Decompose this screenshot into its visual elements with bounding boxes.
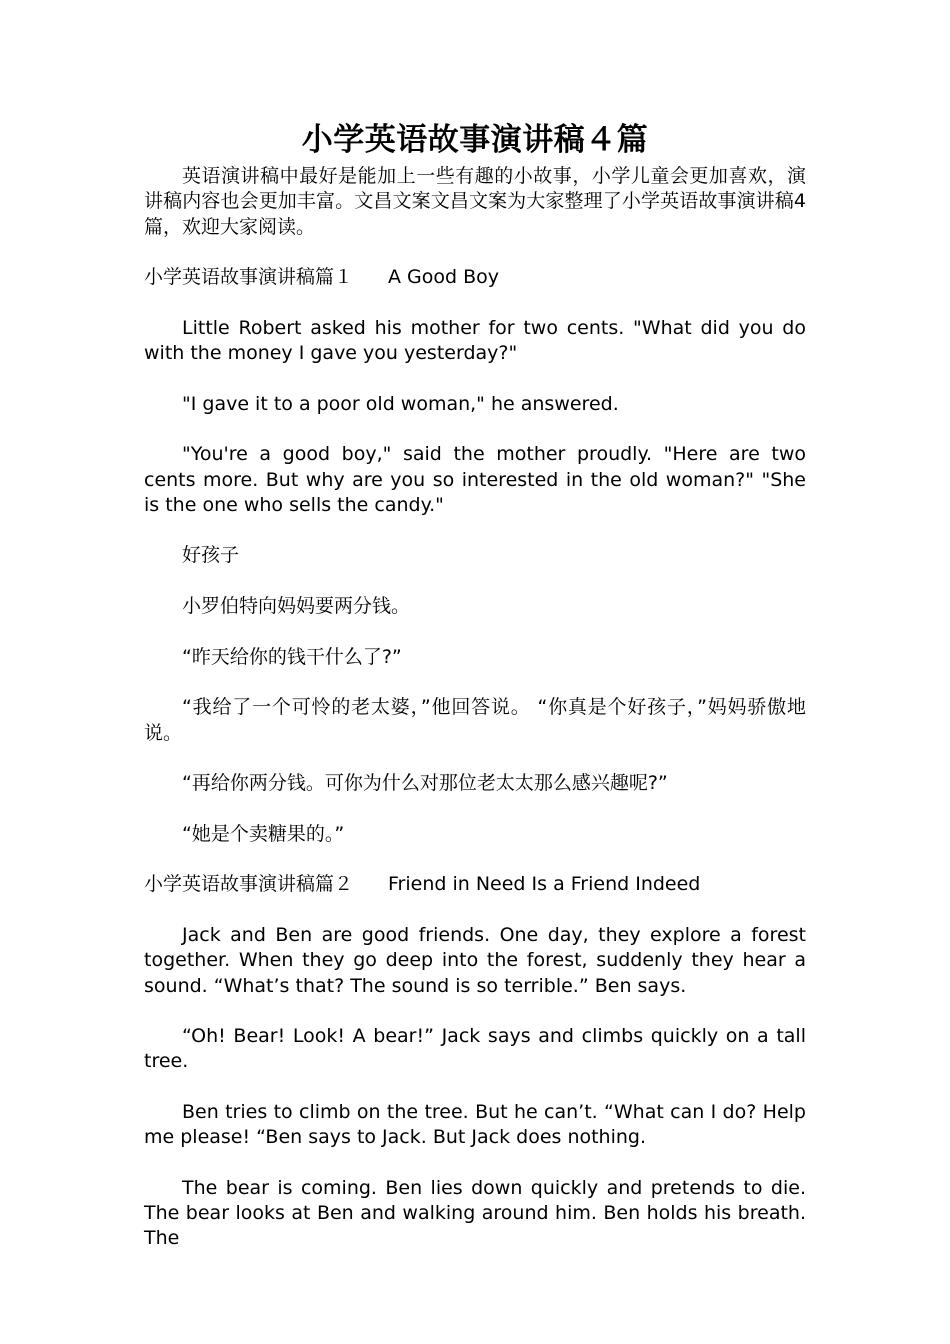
section-1-paragraph: “昨天给你的钱干什么了?” — [182, 645, 402, 668]
section-2-title: Friend in Need Is a Friend Indeed — [388, 873, 701, 896]
section-1-paragraph: Little Robert asked his mother for two cents. "What did you do with the money I gave you yesterday?" — [144, 316, 806, 365]
section-1-label: 小学英语故事演讲稿篇１ — [144, 266, 354, 289]
section-2-paragraph: “Oh! Bear! Look! A bear!” Jack says and climbs quickly on a tall tree. — [144, 1025, 806, 1073]
section-2-heading — [144, 872, 806, 897]
section-2-paragraph: The bear is coming. Ben lies down quickly and pretends to die. The bear looks at Ben and walking around him. Ben holds his breath. The — [144, 1176, 806, 1250]
section-1-paragraph: "You're a good boy," said the mother proudly. "Here are two cents more. But why are you so interested in the old woman?" "She is the one who sells the candy." — [144, 443, 806, 516]
section-1-paragraph: “她是个卖糖果的。” — [182, 822, 345, 845]
section-1-paragraph: 小罗伯特向妈妈要两分钱。 — [182, 595, 411, 618]
section-1-title: A Good Boy — [388, 266, 500, 289]
section-1-heading — [144, 265, 806, 290]
section-2-paragraph: Jack and Ben are good friends. One day, they explore a forest together. When they go deep into the forest, suddenly they hear a sound. “What’s that? The sound is so terrible.” Ben says. — [144, 923, 806, 997]
section-1-paragraph: “我给了一个可怜的老太婆，”他回答说。 “你真是个好孩子，”妈妈骄傲地说。 — [144, 696, 806, 744]
section-1-paragraph: “再给你两分钱。可你为什么对那位老太太那么感兴趣呢?” — [182, 772, 668, 795]
section-1-paragraph: 好孩子 — [182, 544, 240, 567]
intro-paragraph: 英语演讲稿中最好是能加上一些有趣的小故事，小学儿童会更加喜欢，演讲稿内容也会更加丰富。文昌文案文昌文案为大家整理了小学英语故事演讲稿4篇，欢迎大家阅读。 — [144, 165, 806, 238]
section-2-label: 小学英语故事演讲稿篇２ — [144, 873, 354, 896]
document-title: 小学英语故事演讲稿４篇 — [301, 122, 649, 158]
section-1-paragraph: "I gave it to a poor old woman," he answered. — [182, 392, 619, 415]
document-page — [144, 118, 806, 1252]
section-2-paragraph: Ben tries to climb on the tree. But he can’t. “What can I do? Help me please! “Ben says to Jack. But Jack does nothing. — [144, 1100, 806, 1149]
